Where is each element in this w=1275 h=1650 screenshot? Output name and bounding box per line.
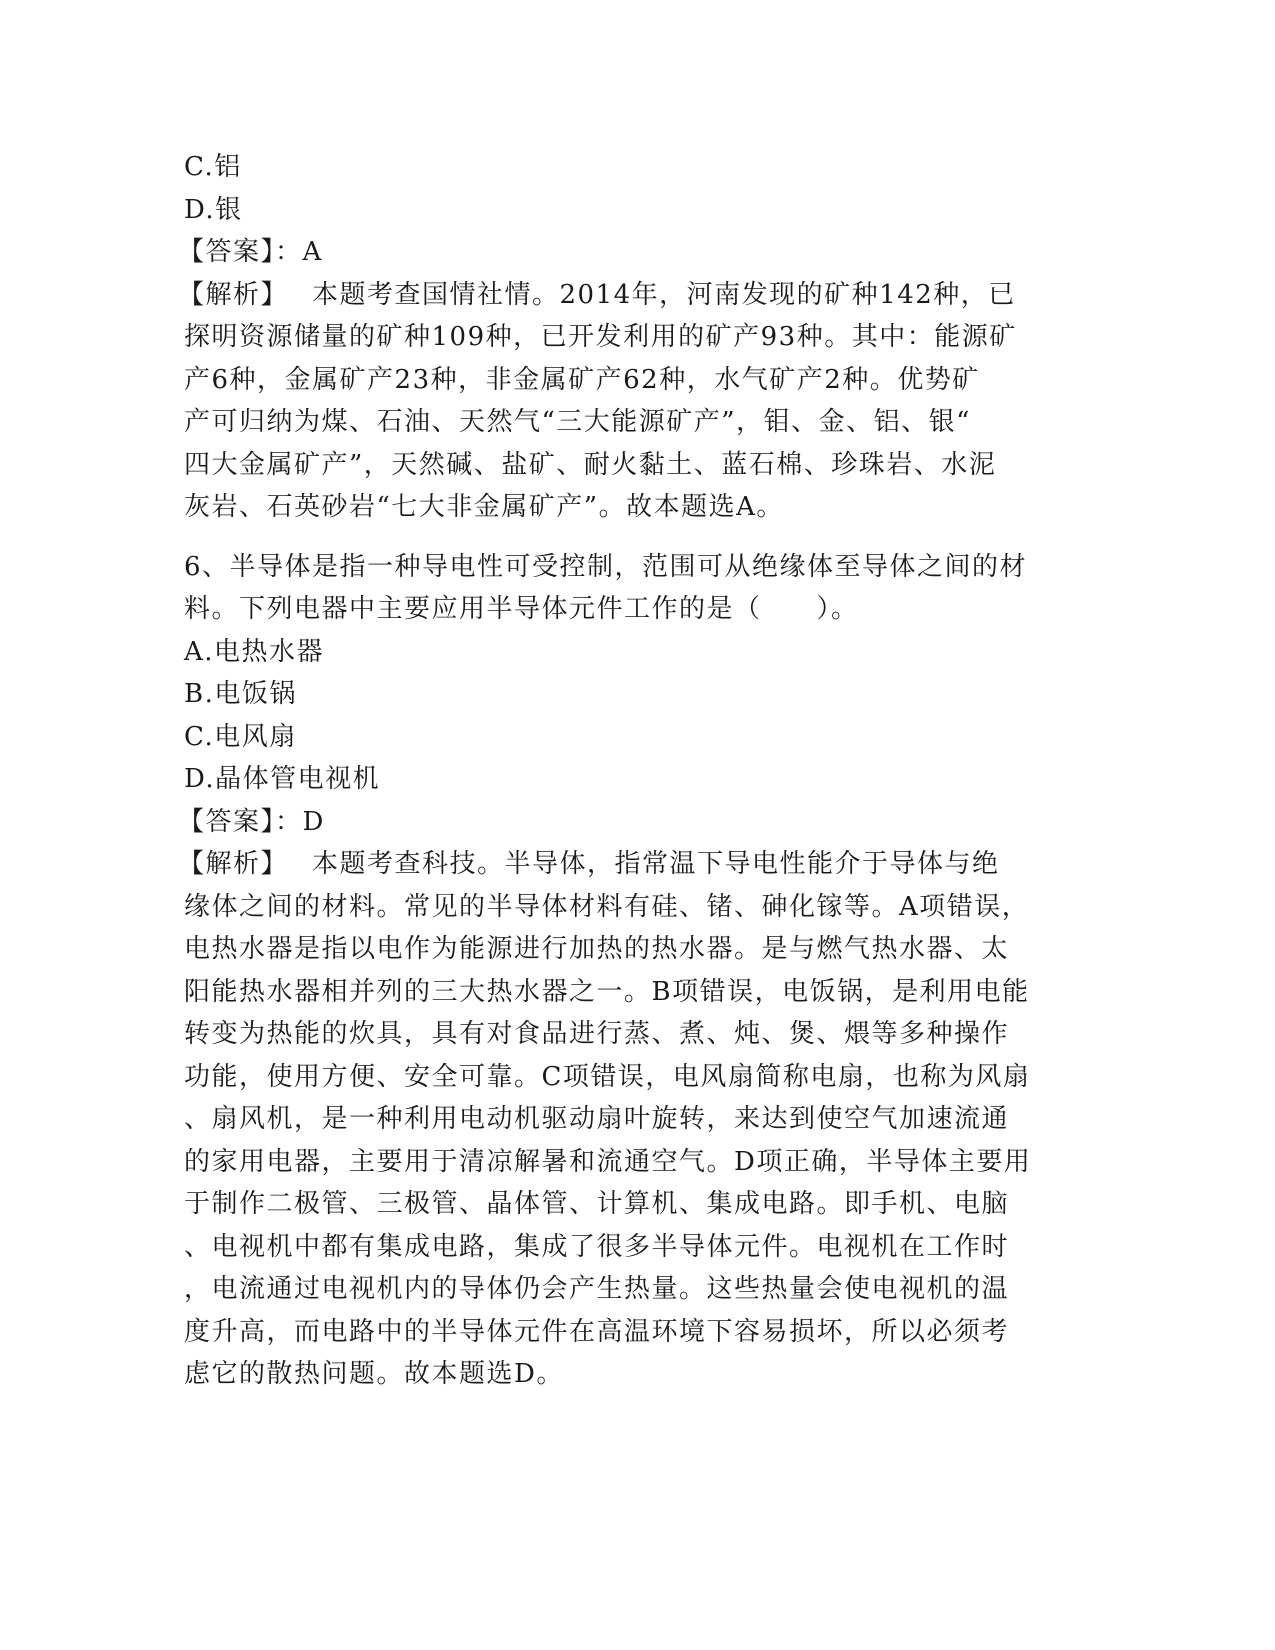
- analysis-text: 虑它的散热问题。故本题选D。: [184, 1359, 564, 1389]
- document-content: [178, 146, 1064, 1396]
- analysis-text: 探明资源储量的矿种109种，已开发利用的矿产93种。其中：能源矿: [184, 322, 1017, 352]
- analysis-text: 度升高，而电路中的半导体元件在高温环境下容易损坏，所以必须考: [184, 1316, 1010, 1347]
- analysis-text: 转变为热能的炊具，具有对食品进行蒸、煮、炖、煲、煨等多种操作: [184, 1019, 1010, 1049]
- analysis-label: 【解析】: [178, 849, 289, 879]
- analysis-text: 产6种，金属矿产23种，非金属矿产62种，水气矿产2种。优势矿: [184, 364, 980, 395]
- analysis-text: 、电视机中都有集成电路，集成了很多半导体元件。电视机在工作时: [184, 1231, 1010, 1262]
- analysis-text: 的家用电器，主要用于清凉解暑和流通空气。D项正确，半导体主要用: [184, 1146, 1032, 1177]
- option-d: D.晶体管电视机: [184, 764, 381, 794]
- option-c: C.电风扇: [184, 721, 297, 752]
- analysis-line: [178, 843, 1064, 886]
- analysis-text: 电热水器是指以电作为能源进行加热的热水器。是与燃气热水器、太: [184, 934, 1010, 964]
- option-d: D.银: [184, 194, 243, 225]
- analysis-line: [178, 274, 1064, 317]
- analysis-text: 阳能热水器相并列的三大热水器之一。B项错误，电饭锅，是利用电能: [184, 976, 1030, 1007]
- analysis-text: 产可归纳为煤、石油、天然气“三大能源矿产”，钼、金、铝、银“: [184, 407, 971, 437]
- analysis-text: 于制作二极管、三极管、晶体管、计算机、集成电路。即手机、电脑: [184, 1189, 1010, 1219]
- analysis-text: 功能，使用方便、安全可靠。C项错误，电风扇简称电扇，也称为风扇: [184, 1061, 1031, 1092]
- analysis-text: ，电流通过电视机内的导体仍会产生热量。这些热量会使电视机的温: [184, 1274, 1010, 1304]
- analysis-label: 【解析】: [178, 279, 289, 310]
- analysis-text: 缘体之间的材料。常见的半导体材料有硅、锗、砷化镓等。A项错误，: [184, 891, 1030, 922]
- analysis-text: 灰岩、石英砂岩“七大非金属矿产”。故本题选A。: [184, 492, 784, 522]
- question-stem: 6、半导体是指一种导电性可受控制，范围可从绝缘体至导体之间的材: [184, 551, 1028, 582]
- option-b: B.电饭锅: [184, 679, 297, 709]
- answer-line: 【答案】：D: [178, 806, 325, 837]
- question-separator: [184, 529, 1064, 546]
- question-stem: 料。下列电器中主要应用半导体元件工作的是（ ）。: [184, 594, 859, 624]
- analysis-text: 四大金属矿产”，天然碱、盐矿、耐火黏土、蓝石棉、珍珠岩、水泥: [184, 449, 997, 480]
- analysis-text: 本题考查国情社情。2014年，河南发现的矿种142种，已: [312, 279, 1016, 310]
- option-c: C.铝: [184, 152, 242, 182]
- analysis-text: 、扇风机，是一种利用电动机驱动扇叶旋转，来达到使空气加速流通: [184, 1104, 1010, 1134]
- option-a: A.电热水器: [184, 636, 325, 667]
- answer-line: 【答案】：A: [178, 237, 323, 267]
- analysis-text: 本题考查科技。半导体，指常温下导电性能介于导体与绝: [312, 849, 1000, 879]
